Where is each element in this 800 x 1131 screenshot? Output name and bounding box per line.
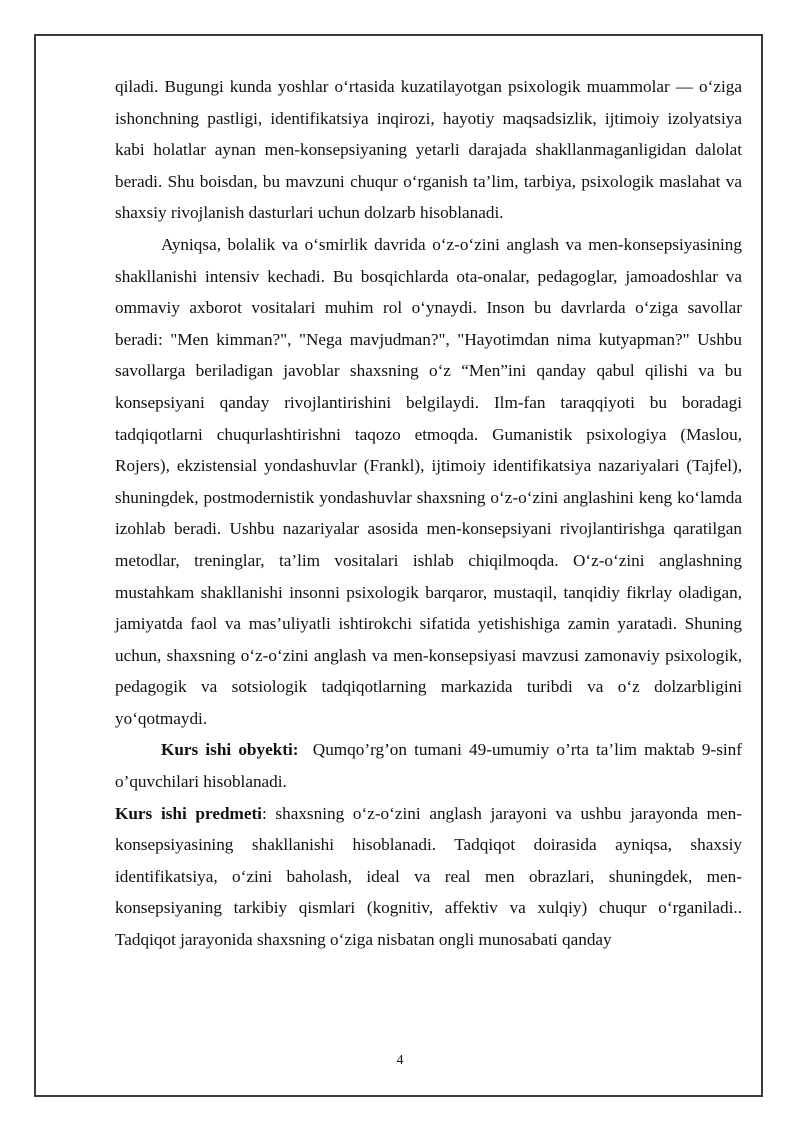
paragraph-main: Ayniqsa, bolalik va o‘smirlik davrida o‘z-o‘zini anglash va men-konsepsiyasining shakllanishi intensiv kechadi. Bu bosqichlarda ota-onalar, pedagoglar, jamoadoshlar va ommaviy axborot vositalari muhim rol o‘ynaydi. Inson bu davrlarda o‘ziga savollar beradi: "Men kimman?", "Nega mavjudman?", "Hayotimdan nima kutyapman?" Ushbu savollarga beriladigan javoblar shaxsning o‘z “Men”ini qanday qabul qilishi va bu konsepsiyani qanday rivojlantirishini belgilaydi. Ilm-fan taraqqiyoti bu boradagi tadqiqotlarni chuqurlashtirishni taqozo etmoqda. Gumanistik psixologiya (Maslou, Rojers), ekzistensial yondashuvlar (Frankl), ijtimoiy identifikatsiya nazariyalari (Tajfel), shuningdek, postmodernistik yondashuvlar shaxsning o‘z-o‘zini anglashini keng ko‘lamda izohlab beradi. Ushbu nazariyalar asosida men-konsepsiyani rivojlantirishga qaratilgan metodlar, treninglar, ta’lim vositalari ishlab chiqilmoqda. O‘z-o‘zini anglashning mustahkam shakllanishi insonni psixologik barqaror, mustaqil, tanqidiy fikrlay oladigan, jamiyatda faol va mas’uliyatli ishtirokchi sifatida yetishishiga zamin yaratadi. Shuning uchun, shaxsning o‘z-o‘zini anglash va men-konsepsiyasi mavzusi zamonaviy psixologik, pedagogik va sotsiologik tadqiqotlarning markazida turibdi va o‘z dolzarbligini yo‘qotmaydi. <box>115 234 742 728</box>
subject-label: Kurs ishi predmeti <box>115 803 262 823</box>
object-text: Qumqo’rg’on tumani 49-umumiy o’rta ta’lim maktab 9-sinf o’quvchilari hisoblanadi. <box>115 740 747 792</box>
object-label: Kurs ishi obyekti: <box>161 740 299 760</box>
page-number: 4 <box>396 1053 404 1068</box>
paragraph-intro: qiladi. Bugungi kunda yoshlar o‘rtasida kuzatilayotgan psixologik muammolar — o‘ziga ishonchning pastligi, identifikatsiya inqirozi, hayotiy maqsadsizlik, ijtimoiy izolyatsiya kabi holatlar aynan men-konsepsiyaning yetarli darajada shakllanmaganligidan dalolat beradi. Shu boisdan, bu mavzuni chuqur o‘rganish ta’lim, tarbiya, psixologik maslahat va shaxsiy rivojlanish dasturlari uchun dolzarb hisoblanadi. <box>115 77 742 223</box>
paragraph-subject <box>115 798 742 956</box>
paragraph-object <box>115 734 747 797</box>
document-body <box>115 71 747 956</box>
subject-text: : shaxsning o‘z-o‘zini anglash jarayoni va ushbu jarayonda men-konsepsiyasining shakllanishi hisoblanadi. Tadqiqot doirasida ayniqsa, shaxsiy identifikatsiya, o‘zini baholash, ideal va real men obrazlari, shuningdek, men-konsepsiyaning tarkibiy qismlari (kognitiv, affektiv va xulqiy) chuqur o‘rganiladi.. Tadqiqot jarayonida shaxsning o‘ziga nisbatan ongli munosabati qanday <box>115 803 742 950</box>
